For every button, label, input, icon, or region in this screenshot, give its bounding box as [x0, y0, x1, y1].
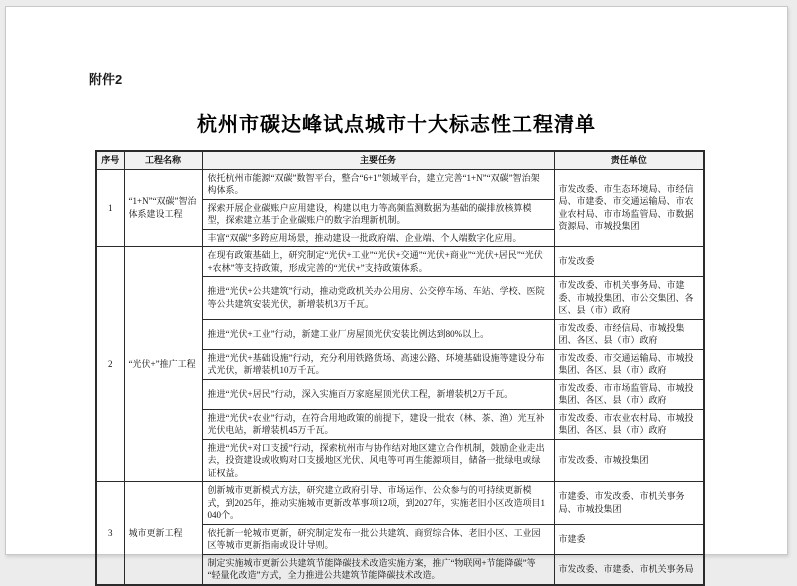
task-cell: 丰富“双碳”多跨应用场景，推动建设一批政府端、企业端、个人端数字化应用。	[202, 229, 554, 247]
page-title: 杭州市碳达峰试点城市十大标志性工程清单	[197, 114, 596, 136]
column-header-serial: 序号	[96, 151, 124, 169]
column-header-project-name: 工程名称	[124, 151, 202, 169]
unit-cell: 市发改委、市机关事务局、市建委、市城投集团、市公交集团、各区、县（市）政府	[554, 277, 704, 320]
task-cell: 推进“光伏+公共建筑”行动，推动党政机关办公用房、公交停车场、车站、学校、医院等公共建筑安装光伏，新增装机3万千瓦。	[202, 277, 554, 320]
unit-cell: 市建委、市发改委、市机关事务局、市城投集团	[554, 482, 704, 525]
task-cell: 依托新一轮城市更新，研究制定发布一批公共建筑、商贸综合体、老旧小区、工业园区等城市更新指南或设计导则。	[202, 524, 554, 554]
unit-cell: 市发改委、市经信局、市城投集团、各区、县（市）政府	[554, 319, 704, 349]
task-cell: 推进“光伏+对口支援”行动，探索杭州市与协作结对地区建立合作机制，鼓励企业走出去，投资建设或收购对口支援地区光伏、风电等可再生能源项目，储备一批绿电或绿证权益。	[202, 439, 554, 482]
unit-cell: 市发改委、市生态环境局、市经信局、市建委、市交通运输局、市农业农村局、市市场监管局、市数据资源局、市城投集团	[554, 169, 704, 247]
serial-cell: 3	[96, 482, 124, 585]
task-cell: 创新城市更新模式方法，研究建立政府引导、市场运作、公众参与的可持续更新模式，到2025年，推动实施城市更新改革事项12项，到2027年，实施老旧小区改造项目1040个。	[202, 482, 554, 525]
serial-cell: 1	[96, 169, 124, 247]
project-name-cell: 城市更新工程	[124, 482, 202, 585]
task-cell: 推进“光伏+居民”行动，深入实施百万家庭屋顶光伏工程，新增装机2万千瓦。	[202, 379, 554, 409]
attachment-label: 附件2	[89, 72, 123, 87]
unit-cell: 市发改委、市城投集团	[554, 439, 704, 482]
unit-cell: 市发改委、市市场监管局、市城投集团、各区、县（市）政府	[554, 379, 704, 409]
serial-cell: 2	[96, 247, 124, 482]
table-row	[96, 482, 704, 525]
task-cell: 推进“光伏+工业”行动，新建工业厂房屋顶光伏安装比例达到80%以上。	[202, 319, 554, 349]
task-cell: 探索开展企业碳账户应用建设，构建以电力等高频监测数据为基础的碳排放核算模型，探索建立基于企业碳账户的数字治理新机制。	[202, 199, 554, 229]
task-cell: 推进“光伏+基础设施”行动，充分利用铁路货场、高速公路、环境基础设施等建设分布式光伏，新增装机10万千瓦。	[202, 349, 554, 379]
project-name-cell: “光伏+”推广工程	[124, 247, 202, 482]
project-name-cell: “1+N”“双碳”智治体系建设工程	[124, 169, 202, 247]
table-row	[96, 247, 704, 277]
document-page	[5, 6, 788, 580]
task-cell: 推进“光伏+农业”行动，在符合用地政策的前提下，建设一批农（林、茶、渔）光互补光伏电站，新增装机45万千瓦。	[202, 409, 554, 439]
unit-cell: 市建委	[554, 524, 704, 554]
table-row	[96, 169, 704, 199]
task-cell: 制定实施城市更新公共建筑节能降碳技术改造实施方案，推广“物联网+节能降碳”等“轻量化改造”方式，全力推进公共建筑节能降碳技术改造。	[202, 554, 554, 585]
unit-cell: 市发改委	[554, 247, 704, 277]
task-cell: 在现有政策基础上，研究制定“光伏+工业”“光伏+交通”“光伏+商业”“光伏+居民”“光伏+农林”等支持政策，形成完善的“光伏+”支持政策体系。	[202, 247, 554, 277]
unit-cell: 市发改委、市农业农村局、市城投集团、各区、县（市）政府	[554, 409, 704, 439]
task-cell: 依托杭州市能源“双碳”数智平台，整合“6+1”领域平台，建立完善“1+N”“双碳”智治架构体系。	[202, 169, 554, 199]
projects-table	[95, 150, 705, 586]
unit-cell: 市发改委、市交通运输局、市城投集团、各区、县（市）政府	[554, 349, 704, 379]
unit-cell: 市发改委、市建委、市机关事务局	[554, 554, 704, 585]
column-header-main-task: 主要任务	[202, 151, 554, 169]
table-header-row	[96, 151, 704, 169]
column-header-responsible-unit: 责任单位	[554, 151, 704, 169]
